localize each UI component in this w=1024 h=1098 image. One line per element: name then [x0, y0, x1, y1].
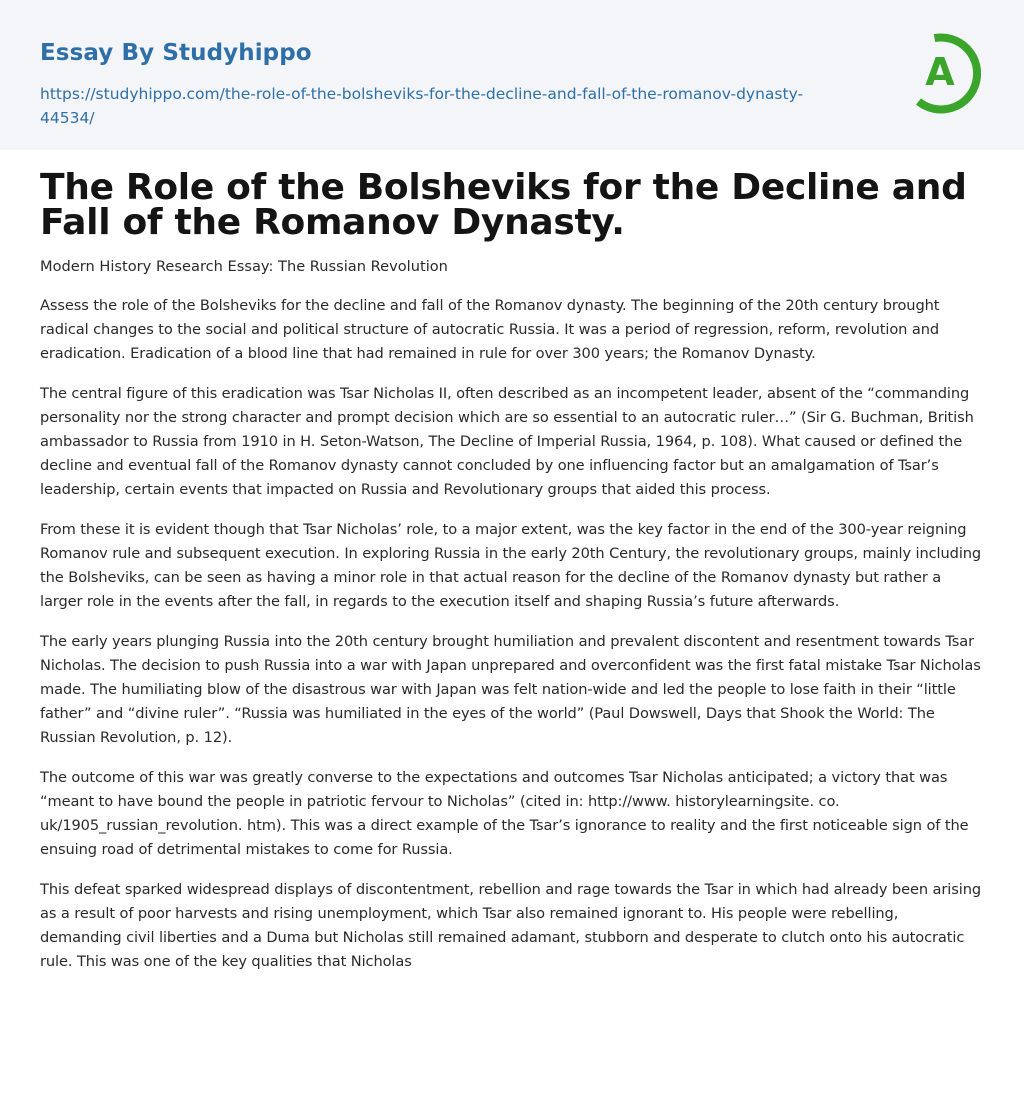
essay-paragraph-1: Assess the role of the Bolsheviks for the decline and fall of the Romanov dynasty. The beginning of the 20th century brought radical changes to the social and political structure of autocratic Russia. It was a period of regression, reform, revolution and eradication. Eradication of a blood line that had remained in rule for over 300 years; the Romanov Dynasty. [40, 297, 940, 362]
page-title: The Role of the Bolsheviks for the Decline and Fall of the Romanov Dynasty. [40, 167, 967, 243]
essay-paragraph-4: The early years plunging Russia into the 20th century brought humiliation and prevalent discontent and resentment towards Tsar Nicholas. The decision to push Russia into a war with Japan unprepared and overconfident was the first fatal mistake Tsar Nicholas made. The humiliating blow of the disastrous war with Japan was felt nation-wide and led the people to lose faith in their “little father” and “divine ruler”. “Russia was humiliated in the eyes of the world” (Paul Dowswell, Days that Shook the World: The Russian Revolution, p. 12). [40, 633, 981, 746]
site-header [0, 0, 1024, 150]
article [40, 167, 984, 974]
logo-letter: A [925, 50, 955, 94]
essay-paragraph-2: The central figure of this eradication was Tsar Nicholas II, often described as an incompetent leader, absent of the “commanding personality nor the strong character and prompt decision which are so essential to an autocratic ruler…” (Sir G. Buchman, British ambassador to Russia from 1910 in H. Seton-Watson, The Decline of Imperial Russia, 1964, p. 108). What caused or defined the decline and eventual fall of the Romanov dynasty cannot concluded by one influencing factor but an amalgamation of Tsar’s leadership, certain events that impacted on Russia and Revolutionary groups that aided this process. [40, 385, 974, 498]
essay-subtitle: Modern History Research Essay: The Russian Revolution [40, 258, 448, 275]
essay-url-link[interactable]: https://studyhippo.com/the-role-of-the-bolsheviks-for-the-decline-and-fall-of-the-romanov-dynasty-44534/ [40, 85, 804, 127]
studyhippo-logo-icon[interactable] [904, 28, 988, 116]
site-brand[interactable]: Essay By Studyhippo [40, 40, 312, 66]
essay-paragraph-5: The outcome of this war was greatly converse to the expectations and outcomes Tsar Nicholas anticipated; a victory that was “meant to have bound the people in patriotic fervour to Nicholas” (cited in: http://www. historylearningsite. co. uk/1905_russian_revolution. htm). This was a direct example of the Tsar’s ignorance to reality and the first noticeable sign of the ensuing road of detrimental mistakes to come for Russia. [40, 769, 969, 858]
essay-paragraph-6: This defeat sparked widespread displays of discontentment, rebellion and rage towards the Tsar in which had already been arising as a result of poor harvests and rising unemployment, which Tsar also remained ignorant to. His people were rebelling, demanding civil liberties and a Duma but Nicholas still remained adamant, stubborn and desperate to clutch onto his autocratic rule. This was one of the key qualities that Nicholas [40, 881, 982, 970]
essay-paragraph-3: From these it is evident though that Tsar Nicholas’ role, to a major extent, was the key factor in the end of the 300-year reigning Romanov rule and subsequent execution. In exploring Russia in the early 20th Century, the revolutionary groups, mainly including the Bolsheviks, can be seen as having a minor role in that actual reason for the decline of the Romanov dynasty but rather a larger role in the events after the fall, in regards to the execution itself and shaping Russia’s future afterwards. [40, 521, 982, 610]
